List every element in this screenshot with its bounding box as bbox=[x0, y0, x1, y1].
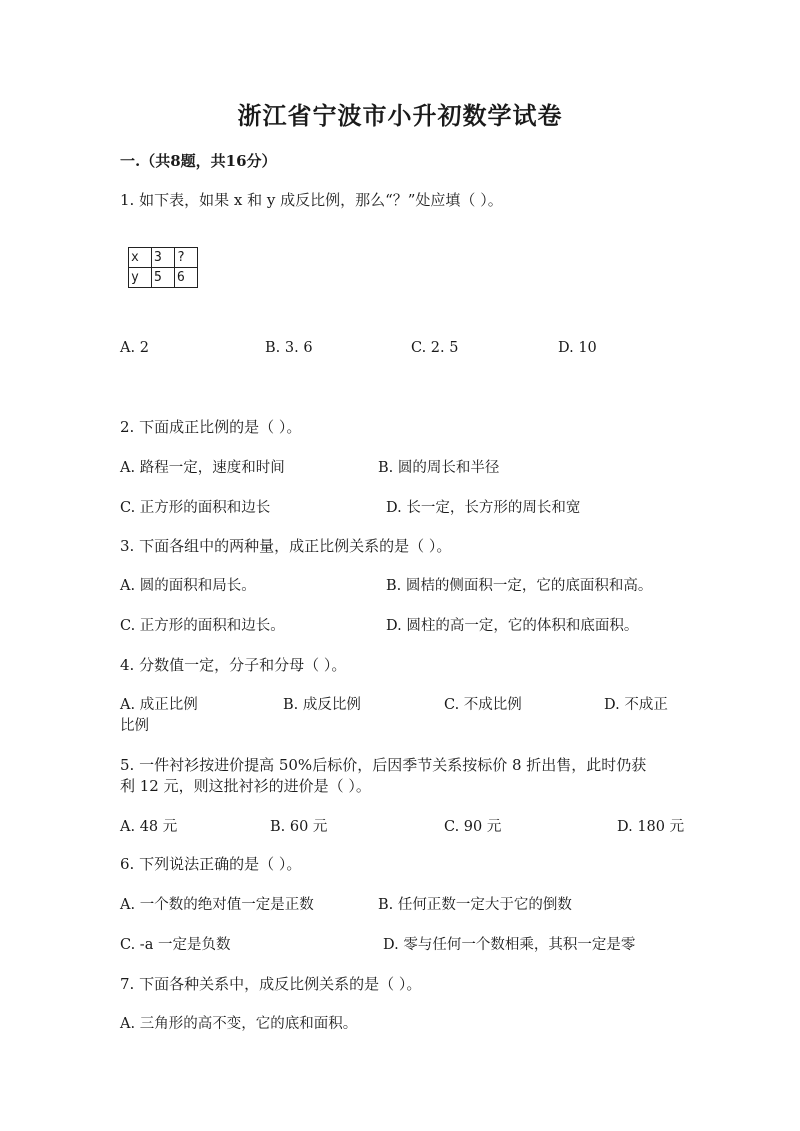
q5-option-d: D. 180 元 bbox=[617, 819, 685, 835]
table-cell: 6 bbox=[175, 268, 198, 288]
q4-option-c: C. 不成比例 bbox=[444, 697, 522, 713]
q3-option-b: B. 圆桔的侧面积一定，它的底面积和高。 bbox=[386, 578, 653, 594]
table-row bbox=[129, 248, 198, 268]
table-cell: 3 bbox=[152, 248, 175, 268]
q5-option-a: A. 48 元 bbox=[120, 819, 178, 835]
question-4-text: 4. 分数值一定，分子和分母（ ）。 bbox=[120, 656, 347, 674]
q4-option-b: B. 成反比例 bbox=[283, 697, 361, 713]
q4-option-d-continued: 比例 bbox=[120, 718, 149, 734]
table-row bbox=[129, 268, 198, 288]
q4-option-a: A. 成正比例 bbox=[120, 697, 198, 713]
q2-option-d: D. 长一定，长方形的周长和宽 bbox=[386, 500, 581, 516]
question-6-text: 6. 下列说法正确的是（ ）。 bbox=[120, 855, 302, 873]
table-cell: x bbox=[129, 248, 152, 268]
q2-option-a: A. 路程一定，速度和时间 bbox=[120, 460, 285, 476]
q3-option-d: D. 圆柱的高一定，它的体积和底面积。 bbox=[386, 618, 639, 634]
question-5-text-line1: 5. 一件衬衫按进价提高 50%后标价，后因季节关系按标价 8 折出售，此时仍获 bbox=[120, 756, 647, 774]
table-cell: ? bbox=[175, 248, 198, 268]
table-cell: y bbox=[129, 268, 152, 288]
q5-option-c: C. 90 元 bbox=[444, 819, 502, 835]
q3-option-c: C. 正方形的面积和边长。 bbox=[120, 618, 285, 634]
q5-option-b: B. 60 元 bbox=[270, 819, 328, 835]
q6-option-a: A. 一个数的绝对值一定是正数 bbox=[120, 897, 314, 913]
section-heading: 一.（共8题，共16分） bbox=[120, 152, 277, 170]
table-cell: 5 bbox=[152, 268, 175, 288]
q1-option-d: D. 10 bbox=[558, 340, 597, 356]
q6-option-b: B. 任何正数一定大于它的倒数 bbox=[378, 897, 572, 913]
q1-option-c: C. 2. 5 bbox=[411, 340, 459, 356]
question-5-text-line2: 利 12 元，则这批衬衫的进价是（ ）。 bbox=[120, 777, 371, 795]
question-7-text: 7. 下面各种关系中，成反比例关系的是（ ）。 bbox=[120, 975, 422, 993]
question-3-text: 3. 下面各组中的两种量，成正比例关系的是（ ）。 bbox=[120, 537, 452, 555]
xy-table bbox=[128, 247, 198, 288]
question-1-text: 1. 如下表，如果 x 和 y 成反比例，那么“？”处应填（ ）。 bbox=[120, 191, 503, 209]
question-2-text: 2. 下面成正比例的是（ ）。 bbox=[120, 418, 302, 436]
q3-option-a: A. 圆的面积和局长。 bbox=[120, 578, 256, 594]
q7-option-a: A. 三角形的高不变，它的底和面积。 bbox=[120, 1016, 358, 1032]
q1-option-b: B. 3. 6 bbox=[265, 340, 313, 356]
q4-option-d: D. 不成正 bbox=[604, 697, 668, 713]
q2-option-c: C. 正方形的面积和边长 bbox=[120, 500, 271, 516]
q2-option-b: B. 圆的周长和半径 bbox=[378, 460, 500, 476]
page-title: 浙江省宁波市小升初数学试卷 bbox=[237, 101, 563, 130]
q1-option-a: A. 2 bbox=[120, 340, 149, 356]
q6-option-d: D. 零与任何一个数相乘，其积一定是零 bbox=[383, 937, 636, 953]
q6-option-c: C. -a 一定是负数 bbox=[120, 937, 231, 953]
